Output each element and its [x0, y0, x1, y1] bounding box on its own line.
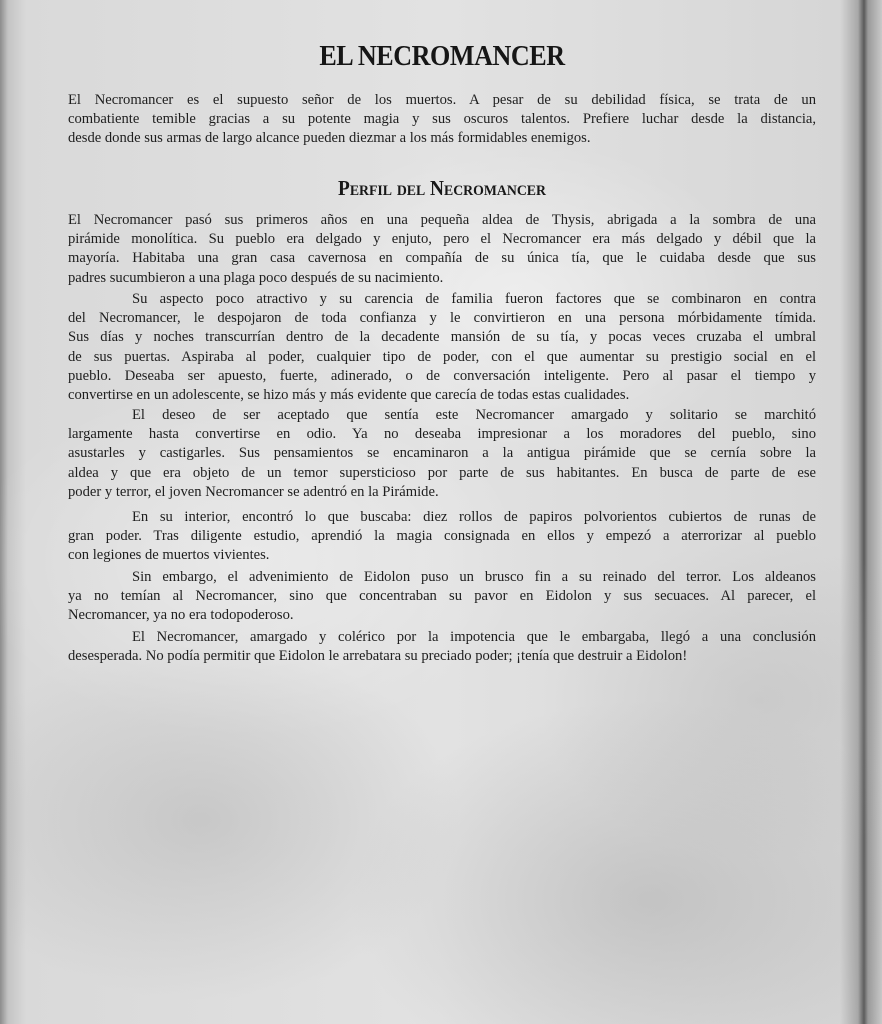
body-paragraph: [68, 508, 816, 566]
text-line: El deseo de ser aceptado que sentía este Necromancer amargado y solitario se marchitó: [132, 407, 816, 423]
text-line: con legiones de muertos vivientes.: [68, 547, 270, 564]
text-line: de sus puertas. Aspiraba al poder, cualquier tipo de poder, con el que aumentar su prestigio social en el: [68, 348, 816, 365]
body-paragraph: [68, 628, 816, 666]
text-line: aldea y que era objeto de un temor supersticioso por parte de sus habitantes. En busca de parte de ese: [68, 464, 816, 481]
text-line: El Necromancer es el supuesto señor de los muertos. A pesar de su debilidad física, se trata de un: [68, 92, 816, 108]
text-line: pirámide monolítica. Su pueblo era delgado y enjuto, pero el Necromancer era más delgado y débil que la: [68, 231, 816, 248]
body-paragraph: [68, 290, 816, 405]
text-line: El Necromancer, amargado y colérico por la impotencia que le embargaba, llegó a una conclusión: [132, 629, 816, 645]
text-line: ya no temían al Necromancer, sino que concentraban su pavor en Eidolon y sus secuaces. Al parecer, el: [68, 588, 816, 605]
text-line: Necromancer, ya no era todopoderoso.: [68, 607, 294, 624]
text-line: del Necromancer, le despojaron de toda confianza y le convirtieron en una persona mórbidamente tímida.: [68, 310, 816, 327]
text-line: El Necromancer pasó sus primeros años en una pequeña aldea de Thysis, abrigada a la sombra de una: [68, 212, 816, 228]
body-paragraph: [68, 211, 816, 288]
text-line: padres sucumbieron a una plaga poco después de su nacimiento.: [68, 269, 444, 286]
text-line: desesperada. No podía permitir que Eidolon le arrebatara su preciado poder; ¡tenía que destruir a Eidolon!: [68, 648, 688, 665]
text-line: mayoría. Habitaba una gran casa cavernosa en compañía de su única tía, que le cuidaba desde que sus: [68, 250, 816, 267]
text-line: gran poder. Tras diligente estudio, aprendió la magia consignada en ellos y empezó a aterrorizar al pueblo: [68, 528, 816, 545]
text-line: En su interior, encontró lo que buscaba: diez rollos de papiros polvorientos cubiertos de runas de: [132, 509, 816, 525]
text-line: Sus días y noches transcurrían dentro de la decadente mansión de su tía, y pocas veces cruzaba el umbral: [68, 329, 816, 346]
text-line: Su aspecto poco atractivo y su carencia de familia fueron factores que se combinaron en contra: [132, 291, 816, 307]
body-paragraph: [68, 568, 816, 626]
page-title: EL NECROMANCER: [319, 40, 565, 72]
text-line: Sin embargo, el advenimiento de Eidolon puso un brusco fin a su reinado del terror. Los aldeanos: [132, 569, 816, 585]
text-line: convertirse en un adolescente, se hizo más y más evidente que carecía de todas estas cualidades.: [68, 386, 630, 403]
text-line: desde donde sus armas de largo alcance pueden diezmar a los más formidables enemigos.: [68, 130, 591, 147]
intro-paragraph: [68, 91, 816, 149]
text-line: combatiente temible gracias a su potente magia y sus oscuros talentos. Prefiere luchar desde la distancia,: [68, 111, 816, 128]
text-line: asustarles y castigarles. Sus pensamientos se encaminaron a la antigua pirámide que se cernía sobre la: [68, 445, 816, 462]
text-line: pueblo. Deseaba ser apuesto, fuerte, adinerado, o de conversación inteligente. Pero al pasar el tiempo y: [68, 367, 816, 384]
text-line: largamente hasta convertirse en odio. Ya no deseaba impresionar a los moradores del pueblo, sino: [68, 426, 816, 443]
section-heading: Perfil del Necromancer: [338, 176, 546, 200]
body-paragraph: [68, 406, 816, 502]
text-line: poder y terror, el joven Necromancer se adentró en la Pirámide.: [68, 483, 439, 500]
